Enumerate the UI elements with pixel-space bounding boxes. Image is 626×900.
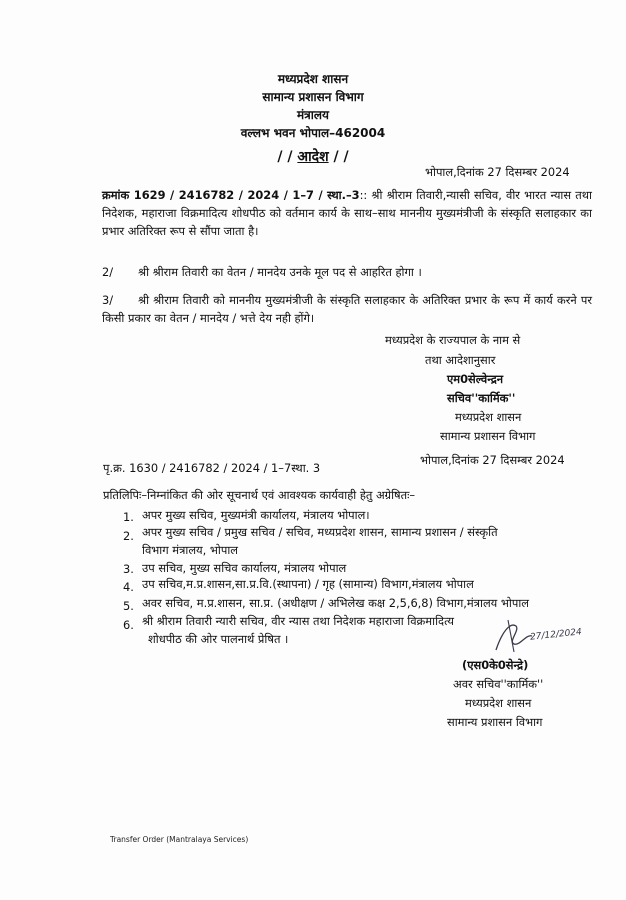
header-govt: मध्यप्रदेश शासन [277,72,349,86]
para-3-text: श्री श्रीराम तिवारी को माननीय मुख्यमंत्रीजी के संस्कृति सलाहकार के अतिरिक्त प्रभार के रूप में कार्य करने पर किसी प्रकार का वेतन / मानदेय / भत्ते देय नही होंगे। [102,293,592,325]
order-title-prefix: / / [277,149,298,165]
order-date: भोपाल,दिनांक 27 दिसम्बर 2024 [425,165,570,179]
endorsement-date: भोपाल,दिनांक 27 दिसम्बर 2024 [420,453,565,467]
sign1-name: एम0सेल्वेन्द्रन [447,372,504,386]
copy-item-2-number: 2. [123,529,134,543]
sign1-line6: सामान्य प्रशासन विभाग [440,429,536,443]
order-number: क्रमांक 1629 / 2416782 / 2024 / 1–7 / स्था.–3 [102,188,360,202]
copy-item-6-number: 6. [123,618,134,632]
para-3-number: 3/ [102,293,114,307]
copy-item-6-text: श्री श्रीराम तिवारी न्यारी सचिव, वीर न्यास तथा निदेशक महाराजा विक्रमादित्य [142,614,454,628]
order-title-word: आदेश [297,149,329,165]
sign2-line3: मध्यप्रदेश शासन [465,696,532,710]
header-ministry: मंत्रालय [296,108,329,122]
copy-item-2-text: अपर मुख्य सचिव / प्रमुख सचिव / सचिव, मध्यप्रदेश शासन, सामान्य प्रशासन / संस्कृति [142,525,498,539]
order-paragraph-1 [102,186,592,240]
sign1-line2: तथा आदेशानुसार [425,353,496,367]
para-2-text: श्री श्रीराम तिवारी का वेतन / मानदेय उनके मूल पद से आहरित होगा । [138,265,422,279]
sign1-line5: मध्यप्रदेश शासन [455,410,522,424]
order-body: :: श्री श्रीराम तिवारी,न्यासी सचिव, वीर भारत न्यास तथा निदेशक, महाराजा विक्रमादित्य शोधपीठ को वर्तमान कार्य के साथ–साथ माननीय मुख्यमंत्रीजी के संस्कृति सलाहकार का प्रभार अतिरिक्त रूप से सौंपा जाता है। [102,188,592,238]
header-department: सामान्य प्रशासन विभाग [262,90,364,104]
copy-item-4-text: उप सचिव,म.प्र.शासन,सा.प्र.वि.(स्थापना) / गृह (सामान्य) विभाग,मंत्रालय भोपाल [142,577,474,591]
signature-date: 27/12/2024 [529,627,583,643]
order-title-suffix: / / [328,149,349,165]
copy-item-3-text: उप सचिव, मुख्य सचिव कार्यालय, मंत्रालय भोपाल [142,561,347,575]
copy-item-2-text-cont: विभाग मंत्रालय, भोपाल [142,543,238,557]
copy-item-5-text: अवर सचिव, म.प्र.शासन, सा.प्र. (अधीक्षण / अभिलेख कक्ष 2,5,6,8) विभाग,मंत्रालय भोपाल [142,596,529,610]
sign2-designation: अवर सचिव''कार्मिक'' [453,677,544,691]
footer-note: Transfer Order (Mantralaya Services) [110,835,249,844]
copy-item-6-text-cont: शोधपीठ की ओर पालनार्थ प्रेषित । [148,632,289,646]
copy-heading: प्रतिलिपिः–निम्नांकित की ओर सूचनार्थ एवं आवश्यक कार्यवाही हेतु अग्रेषितः– [103,488,416,502]
endorsement-number: पृ.क्र. 1630 / 2416782 / 2024 / 1–7स्था. 3 [103,461,321,475]
para-2-number: 2/ [102,265,114,279]
copy-item-3-number: 3. [123,562,134,576]
sign2-line4: सामान्य प्रशासन विभाग [447,715,543,729]
copy-item-1-text: अपर मुख्य सचिव, मुख्यमंत्री कार्यालय, मंत्रालय भोपाल। [142,508,370,522]
copy-item-5-number: 5. [123,599,134,613]
copy-item-4-number: 4. [123,580,134,594]
copy-item-1-number: 1. [123,510,134,524]
sign1-designation: सचिव''कार्मिक'' [447,391,516,405]
sign2-name: (एस0के0सेन्द्रे) [462,658,529,672]
header-address: वल्लभ भवन भोपाल–462004 [240,126,386,140]
sign1-line1: मध्यप्रदेश के राज्यपाल के नाम से [385,333,521,347]
